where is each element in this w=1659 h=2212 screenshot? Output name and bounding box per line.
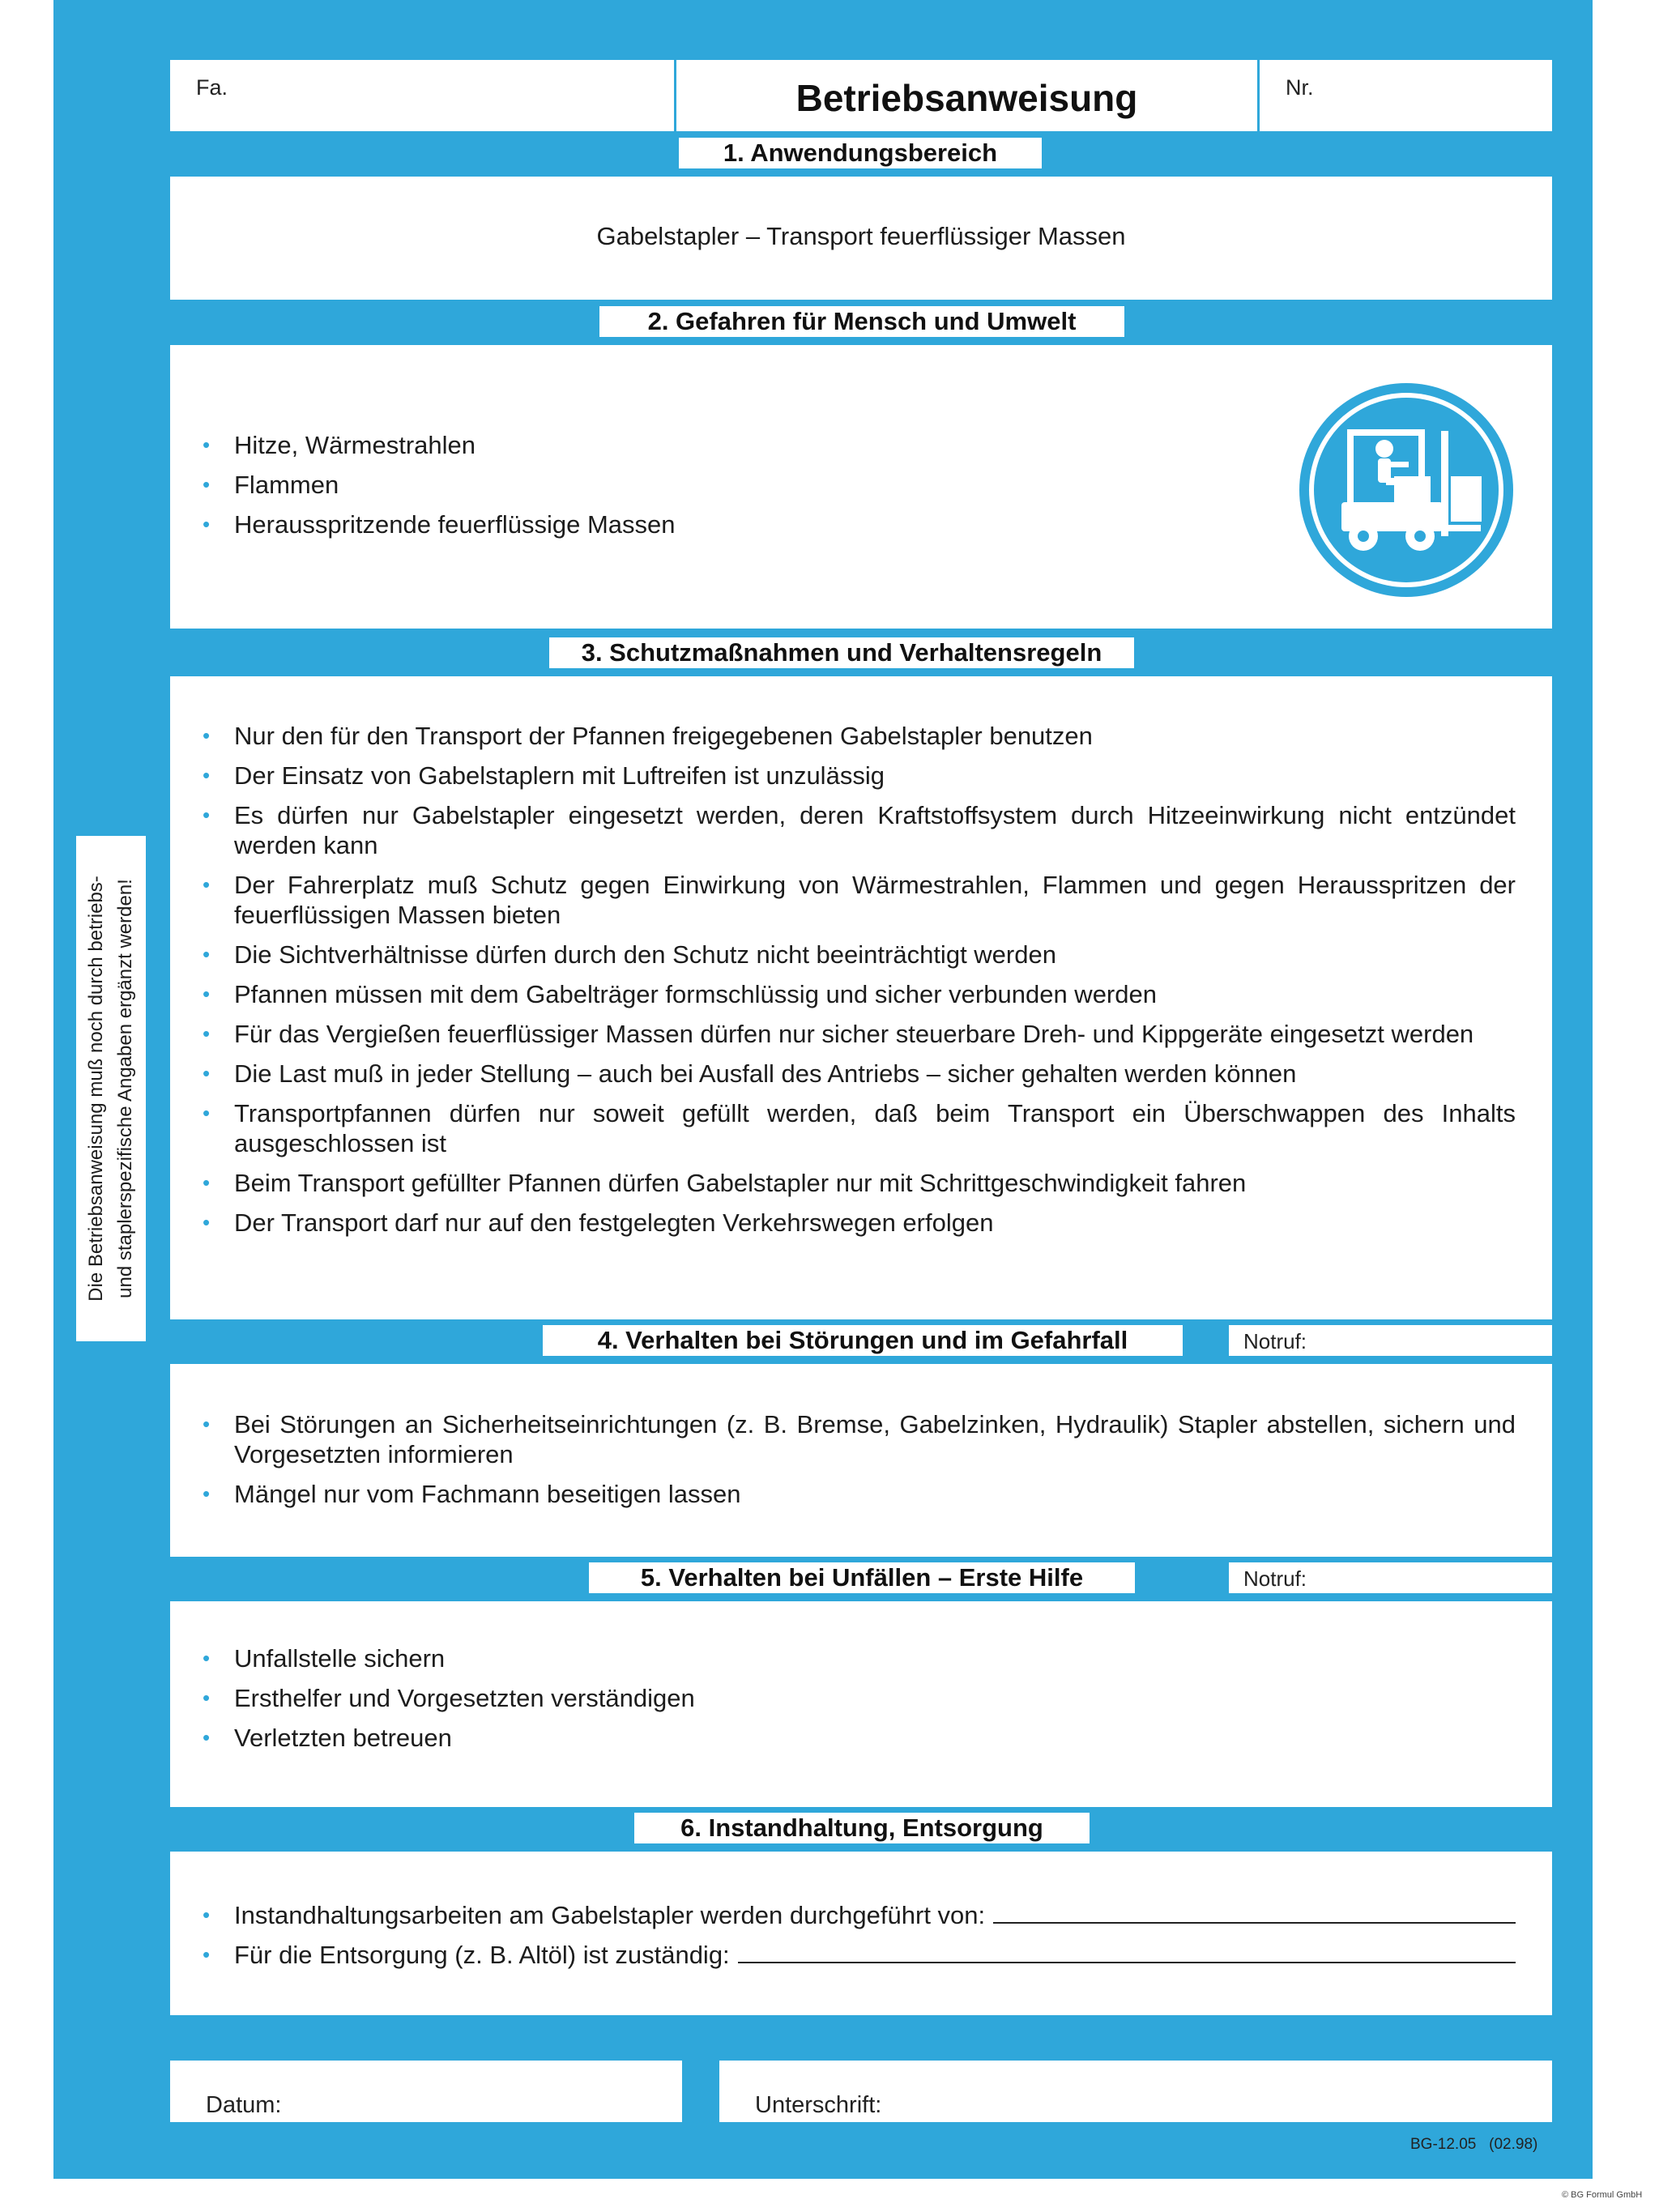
section-2-title: 2. Gefahren für Mensch und Umwelt (599, 306, 1124, 337)
header-title-cell (676, 60, 1257, 131)
list-item: • Bei Störungen an Sicherheitseinrichtungen (z. B. Bremse, Gabelzinken, Hydraulik) Stapler abstellen, sichern und Vorgesetzten informieren (203, 1410, 1516, 1468)
bullet-icon: • (203, 1210, 211, 1234)
section-5-title: 5. Verhalten bei Unfällen – Erste Hilfe (589, 1562, 1135, 1593)
bullet-icon: • (203, 1101, 211, 1125)
date-field[interactable] (170, 2061, 682, 2122)
header-nr-cell[interactable] (1260, 60, 1552, 131)
list-item: • Herausspritzende feuerflüssige Massen (203, 510, 676, 539)
malfunction-list (203, 1409, 1516, 1519)
maintenance-list (203, 1900, 1516, 1980)
page-title: Betriebsanweisung (795, 77, 1138, 119)
section-4-title: 4. Verhalten bei Störungen und im Gefahrfall (543, 1325, 1183, 1356)
nr-label: Nr. (1286, 75, 1314, 100)
fa-label: Fa. (196, 75, 228, 100)
list-item (203, 1940, 1516, 1970)
bullet-icon: • (203, 1725, 211, 1750)
date-label: Datum: (206, 2092, 282, 2118)
forklift-sign-icon (1297, 381, 1516, 599)
bullet-icon: • (203, 763, 211, 787)
bullet-icon: • (203, 1686, 211, 1710)
first-aid-list (203, 1643, 1516, 1762)
side-note-line-2: und staplerspezifische Angaben ergänzt werden! (114, 879, 136, 1298)
section-1-title: 1. Anwendungsbereich (679, 138, 1042, 168)
bullet-icon: • (203, 1942, 211, 1967)
section-1-box (170, 177, 1552, 300)
list-item: • Für das Vergießen feuerflüssiger Massen dürfen nur sicher steuerbare Dreh- und Kippgeräte eingesetzt werden (203, 1020, 1474, 1048)
hazards-list (203, 430, 1228, 549)
list-item: • Beim Transport gefüllter Pfannen dürfen Gabelstapler nur mit Schrittgeschwindigkeit fahren (203, 1169, 1247, 1197)
bullet-icon: • (203, 723, 211, 748)
list-item: • Nur den für den Transport der Pfannen freigegebenen Gabelstapler benutzen (203, 722, 1093, 750)
list-item: • Die Sichtverhältnisse dürfen durch den Schutz nicht beeinträchtigt werden (203, 940, 1056, 969)
list-item: • Der Fahrerplatz muß Schutz gegen Einwirkung von Wärmestrahlen, Flammen und gegen Herausspritzen der feuerflüssigen Massen bieten (203, 871, 1516, 929)
section-3-title: 3. Schutzmaßnahmen und Verhaltensregeln (549, 637, 1134, 668)
maintenance-input-line[interactable] (993, 1921, 1516, 1924)
bullet-icon: • (203, 1481, 211, 1506)
scope-text: Gabelstapler – Transport feuerflüssiger Massen (596, 222, 1126, 250)
bullet-icon: • (203, 1061, 211, 1085)
section-4-box (170, 1364, 1552, 1557)
maintenance-label: Instandhaltungsarbeiten am Gabelstapler werden durchgeführt von: (234, 1901, 986, 1929)
measures-list (203, 721, 1516, 1247)
bullet-icon: • (203, 472, 211, 497)
disposal-label: Für die Entsorgung (z. B. Altöl) ist zuständig: (234, 1941, 730, 1969)
bullet-icon: • (203, 512, 211, 536)
bullet-icon: • (203, 982, 211, 1006)
bullet-icon: • (203, 1412, 211, 1436)
bullet-icon: • (203, 1646, 211, 1670)
list-item: • Der Transport darf nur auf den festgelegten Verkehrswegen erfolgen (203, 1208, 994, 1237)
list-item (203, 1900, 1516, 1930)
bullet-icon: • (203, 872, 211, 897)
list-item: • Ersthelfer und Vorgesetzten verständigen (203, 1684, 695, 1712)
list-item: • Hitze, Wärmestrahlen (203, 431, 476, 459)
notruf-field-5[interactable]: Notruf: (1229, 1562, 1552, 1593)
list-item: • Der Einsatz von Gabelstaplern mit Luftreifen ist unzulässig (203, 761, 885, 790)
list-item: • Transportpfannen dürfen nur soweit gefüllt werden, daß beim Transport ein Überschwappen des Inhalts ausgeschlossen ist (203, 1099, 1516, 1157)
bullet-icon: • (203, 1903, 211, 1927)
copyright-text: © BG Formul GmbH (1562, 2190, 1643, 2200)
list-item: • Mängel nur vom Fachmann beseitigen lassen (203, 1480, 741, 1508)
form-code: BG-12.05 (02.98) (1410, 2136, 1538, 2153)
section-6-title: 6. Instandhaltung, Entsorgung (634, 1813, 1090, 1843)
header-fa-cell[interactable] (170, 60, 674, 131)
bullet-icon: • (203, 1170, 211, 1195)
list-item: • Verletzten betreuen (203, 1724, 452, 1752)
signature-field[interactable] (719, 2061, 1552, 2122)
side-note-text (82, 846, 140, 1332)
bullet-icon: • (203, 1021, 211, 1046)
list-item: • Unfallstelle sichern (203, 1644, 446, 1673)
list-item: • Die Last muß in jeder Stellung – auch bei Ausfall des Antriebs – sicher gehalten werden können (203, 1059, 1297, 1088)
bullet-icon: • (203, 433, 211, 457)
bullet-icon: • (203, 942, 211, 966)
signature-label: Unterschrift: (755, 2092, 882, 2118)
list-item: • Es dürfen nur Gabelstapler eingesetzt werden, deren Kraftstoffsystem durch Hitzeeinwirkung nicht entzündet werden kann (203, 801, 1516, 859)
notruf-field-4[interactable]: Notruf: (1229, 1325, 1552, 1356)
list-item: • Pfannen müssen mit dem Gabelträger formschlüssig und sicher verbunden werden (203, 980, 1157, 1008)
side-note-line-1: Die Betriebsanweisung muß noch durch betriebs- (85, 876, 107, 1302)
disposal-input-line[interactable] (738, 1961, 1516, 1963)
section-3-box (170, 676, 1552, 1319)
list-item: • Flammen (203, 471, 339, 499)
section-5-box (170, 1601, 1552, 1807)
bullet-icon: • (203, 803, 211, 827)
section-2-box (170, 345, 1552, 629)
section-6-box (170, 1852, 1552, 2015)
side-note (76, 836, 146, 1341)
